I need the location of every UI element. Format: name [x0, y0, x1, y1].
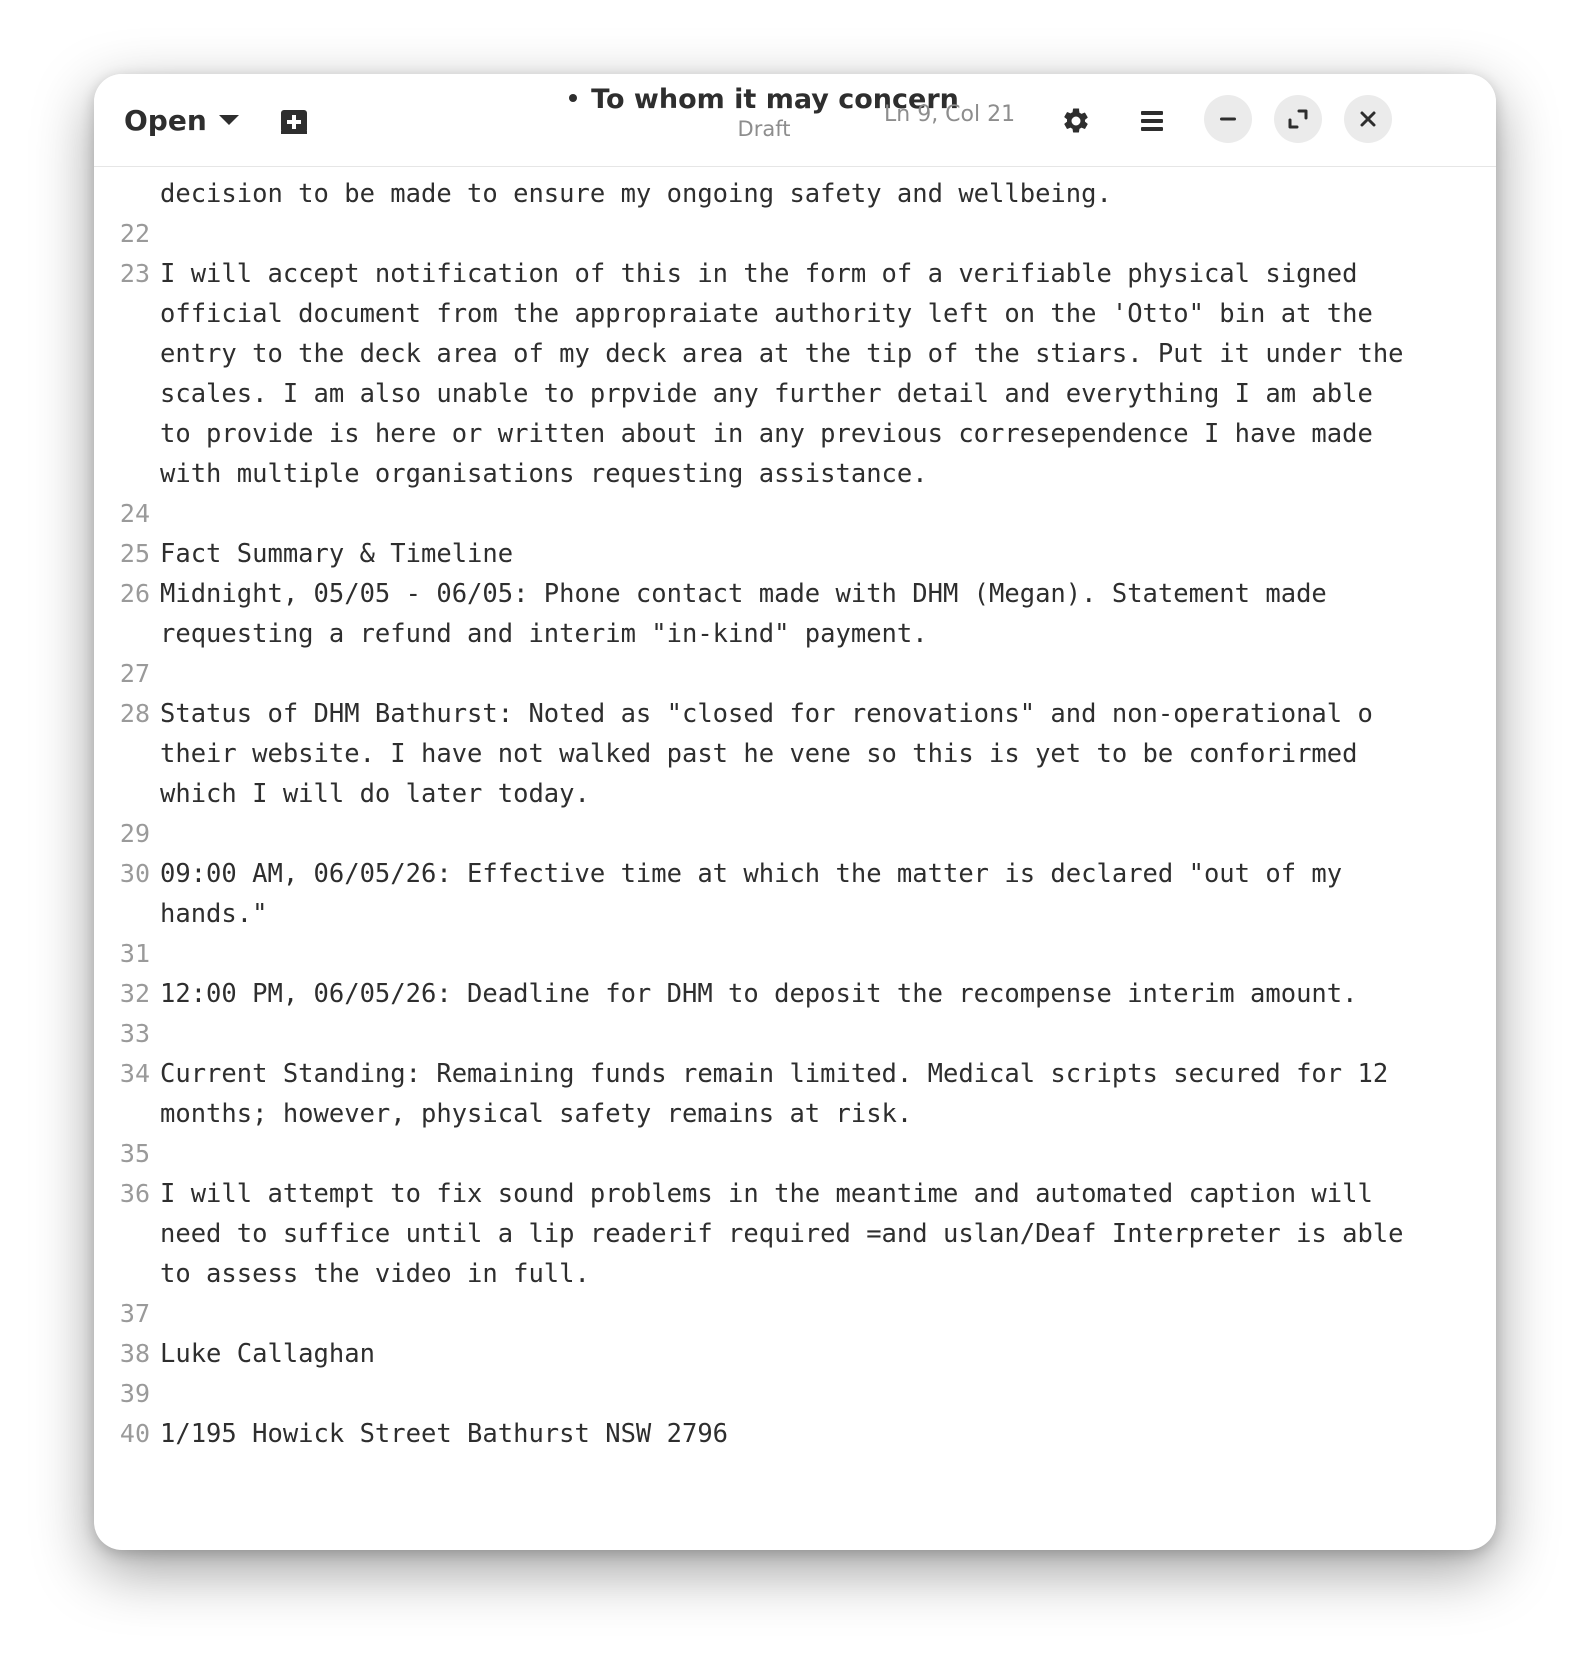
editor-line — [94, 534, 1496, 574]
editor-line — [94, 694, 1496, 734]
text-editor-area[interactable] — [94, 166, 1496, 1550]
editor-line — [94, 574, 1496, 614]
line-text: Current Standing: Remaining funds remain limited. Medical scripts secured for 12 — [160, 1059, 1389, 1089]
editor-line — [94, 654, 1496, 694]
editor-line — [94, 1014, 1496, 1054]
editor-line — [94, 1374, 1496, 1414]
chevron-down-icon — [219, 115, 239, 125]
header-bar — [94, 74, 1496, 167]
line-number — [94, 774, 160, 814]
maximize-button[interactable] — [1274, 95, 1322, 143]
editor-line — [94, 414, 1496, 454]
line-text: which I will do later today. — [160, 779, 590, 809]
line-number: 24 — [119, 499, 150, 528]
line-text: need to suffice until a lip readerif required =and uslan/Deaf Interpreter is able — [160, 1219, 1404, 1249]
new-document-button[interactable] — [270, 98, 318, 146]
line-number — [94, 294, 160, 334]
line-text: I will accept notification of this in the form of a verifiable physical signed — [160, 259, 1358, 289]
line-number: 27 — [119, 659, 150, 688]
line-number — [94, 414, 160, 454]
close-button[interactable] — [1344, 95, 1392, 143]
line-text: decision to be made to ensure my ongoing safety and wellbeing. — [160, 179, 1112, 209]
line-text: Status of DHM Bathurst: Noted as "closed for renovations" and non-operational o — [160, 699, 1373, 729]
editor-line — [94, 1054, 1496, 1094]
line-text: Fact Summary & Timeline — [160, 539, 514, 569]
line-text: I will attempt to fix sound problems in the meantime and automated caption will — [160, 1179, 1373, 1209]
main-menu-button[interactable] — [1128, 97, 1176, 145]
gear-icon — [1061, 106, 1091, 136]
cursor-position[interactable]: Ln 9, Col 21 — [884, 102, 1016, 127]
line-number — [94, 334, 160, 374]
line-number — [94, 894, 160, 934]
line-text: requesting a refund and interim "in-kind" payment. — [160, 619, 928, 649]
editor-line — [94, 774, 1496, 814]
line-number — [94, 614, 160, 654]
line-number: 23 — [119, 259, 150, 288]
line-text: 09:00 AM, 06/05/26: Effective time at which the matter is declared "out of my — [160, 859, 1343, 889]
line-number — [94, 1214, 160, 1254]
line-text: Luke Callaghan — [160, 1339, 375, 1369]
editor-lines — [94, 174, 1496, 1454]
open-button[interactable] — [112, 94, 251, 146]
new-tab-icon — [278, 108, 310, 136]
line-number: 38 — [119, 1339, 150, 1368]
editor-line — [94, 1334, 1496, 1374]
line-number: 35 — [119, 1139, 150, 1168]
line-number: 29 — [119, 819, 150, 848]
line-number — [94, 174, 160, 214]
hamburger-menu-icon — [1140, 110, 1164, 132]
editor-line — [94, 734, 1496, 774]
line-text: entry to the deck area of my deck area at the tip of the stiars. Put it under the — [160, 339, 1404, 369]
document-subtitle: Draft — [737, 117, 791, 141]
line-text: to provide is here or written about in any previous corresependence I have made — [160, 419, 1373, 449]
line-number: 40 — [119, 1419, 150, 1448]
close-icon — [1359, 110, 1377, 128]
unsaved-dot-icon — [569, 94, 577, 102]
line-number: 25 — [119, 539, 150, 568]
line-number — [94, 374, 160, 414]
line-number: 28 — [119, 699, 150, 728]
editor-line — [94, 814, 1496, 854]
editor-line — [94, 374, 1496, 414]
settings-button[interactable] — [1052, 97, 1100, 145]
line-number — [94, 734, 160, 774]
editor-line — [94, 1214, 1496, 1254]
line-text: hands." — [160, 899, 268, 929]
line-number: 30 — [119, 859, 150, 888]
editor-line — [94, 334, 1496, 374]
editor-line — [94, 1414, 1496, 1454]
line-number: 31 — [119, 939, 150, 968]
line-number: 39 — [119, 1379, 150, 1408]
text-editor-window — [94, 74, 1496, 1550]
line-number — [94, 1094, 160, 1134]
line-number: 22 — [119, 219, 150, 248]
editor-line — [94, 1174, 1496, 1214]
maximize-icon — [1287, 108, 1309, 130]
line-text: Midnight, 05/05 - 06/05: Phone contact made with DHM (Megan). Statement made — [160, 579, 1327, 609]
editor-line — [94, 854, 1496, 894]
line-number: 26 — [119, 579, 150, 608]
editor-line — [94, 614, 1496, 654]
line-text: 12:00 PM, 06/05/26: Deadline for DHM to deposit the recompense interim amount. — [160, 979, 1358, 1009]
editor-line — [94, 1254, 1496, 1294]
line-number: 34 — [119, 1059, 150, 1088]
line-number: 37 — [119, 1299, 150, 1328]
editor-line — [94, 294, 1496, 334]
editor-line — [94, 894, 1496, 934]
line-number: 33 — [119, 1019, 150, 1048]
line-number: 32 — [119, 979, 150, 1008]
editor-line — [94, 1134, 1496, 1174]
line-number — [94, 1254, 160, 1294]
line-number: 36 — [119, 1179, 150, 1208]
line-text: their website. I have not walked past he vene so this is yet to be conforirmed — [160, 739, 1358, 769]
editor-line — [94, 214, 1496, 254]
document-title-text: To whom it may concern — [591, 84, 959, 115]
open-button-label: Open — [124, 103, 207, 137]
editor-line — [94, 494, 1496, 534]
line-number — [94, 454, 160, 494]
line-text: with multiple organisations requesting assistance. — [160, 459, 928, 489]
editor-line — [94, 1294, 1496, 1334]
minimize-button[interactable] — [1204, 95, 1252, 143]
line-text: scales. I am also unable to prpvide any further detail and everything I am able — [160, 379, 1373, 409]
editor-line — [94, 934, 1496, 974]
editor-line — [94, 254, 1496, 294]
editor-line — [94, 974, 1496, 1014]
line-text: to assess the video in full. — [160, 1259, 590, 1289]
editor-line — [94, 454, 1496, 494]
line-text: official document from the appropraiate authority left on the 'Otto" bin at the — [160, 299, 1373, 329]
editor-line — [94, 1094, 1496, 1134]
line-text: 1/195 Howick Street Bathurst NSW 2796 — [160, 1419, 729, 1449]
line-text: months; however, physical safety remains at risk. — [160, 1099, 913, 1129]
editor-line — [94, 174, 1496, 214]
minimize-icon — [1219, 110, 1237, 128]
